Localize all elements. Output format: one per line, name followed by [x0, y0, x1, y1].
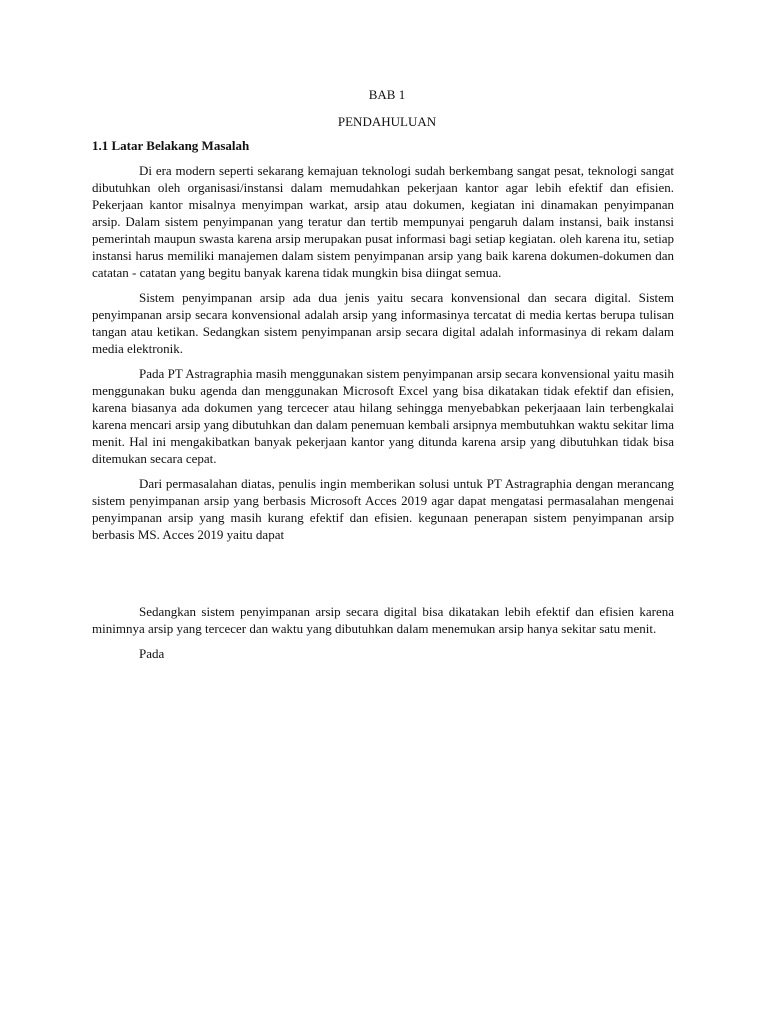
document-body [92, 86, 674, 662]
paragraph-5: Sedangkan sistem penyimpanan arsip secara digital bisa dikatakan lebih efektif dan efisien karena minimnya arsip yang tercecer dan waktu yang dibutuhkan dalam menemukan arsip hanya sekitar satu menit. [92, 604, 674, 636]
paragraph-4: Dari permasalahan diatas, penulis ingin memberikan solusi untuk PT Astragraphia dengan merancang sistem penyimpanan arsip yang berbasis Microsoft Acces 2019 agar dapat mengatasi permasalahan mengenai penyimpanan arsip yang masih kurang efektif dan efisien. kegunaan penerapan sistem penyimpanan arsip berbasis MS. Acces 2019 yaitu dapat [92, 476, 674, 542]
chapter-number: BAB 1 [368, 87, 406, 102]
paragraph-2: Sistem penyimpanan arsip ada dua jenis yaitu secara konvensional dan secara digital. Sistem penyimpanan arsip secara konvensional adalah arsip yang informasinya tercatat di media kertas berupa tulisan tangan atau ketikan. Sedangkan sistem penyimpanan arsip secara digital adalah informasinya di rekam dalam media elektronik. [92, 290, 674, 356]
paragraph-6: Pada [139, 646, 165, 661]
section-heading: 1.1 Latar Belakang Masalah [92, 138, 250, 153]
chapter-title: PENDAHULUAN [337, 114, 437, 129]
paragraph-3: Pada PT Astragraphia masih menggunakan sistem penyimpanan arsip secara konvensional yaitu masih menggunakan buku agenda dan menggunakan Microsoft Excel yang bisa dikatakan tidak efektif dan efisien, karena biasanya ada dokumen yang tercecer atau hilang sehingga menyebabkan pekerjaaan lain terbengkalai karena mencari arsip yang dibutuhkan dan dalam penemuan kembali arsipnya membutuhkan waktu sekitar lima menit. Hal ini mengakibatkan banyak pekerjaan kantor yang ditunda karena arsip yang dibutuhkan tidak bisa ditemukan secara cepat. [92, 366, 674, 466]
paragraph-1: Di era modern seperti sekarang kemajuan teknologi sudah berkembang sangat pesat, teknologi sangat dibutuhkan oleh organisasi/instansi dalam memudahkan pekerjaan kantor agar lebih efektif dan efisien. Pekerjaan kantor misalnya menyimpan warkat, arsip atau dokumen, kegiatan ini dinamakan penyimpanan arsip. Dalam sistem penyimpanan yang teratur dan tertib mempunyai pengaruh dalam instansi, baik instansi pemerintah maupun swasta karena arsip merupakan pusat informasi bagi setiap kegiatan. oleh karena itu, setiap instansi harus memiliki manajemen dalam sistem penyimpanan arsip yang baik karena dokumen-dokumen dan catatan - catatan yang begitu banyak karena tidak mungkin bisa diingat semua. [92, 163, 674, 280]
